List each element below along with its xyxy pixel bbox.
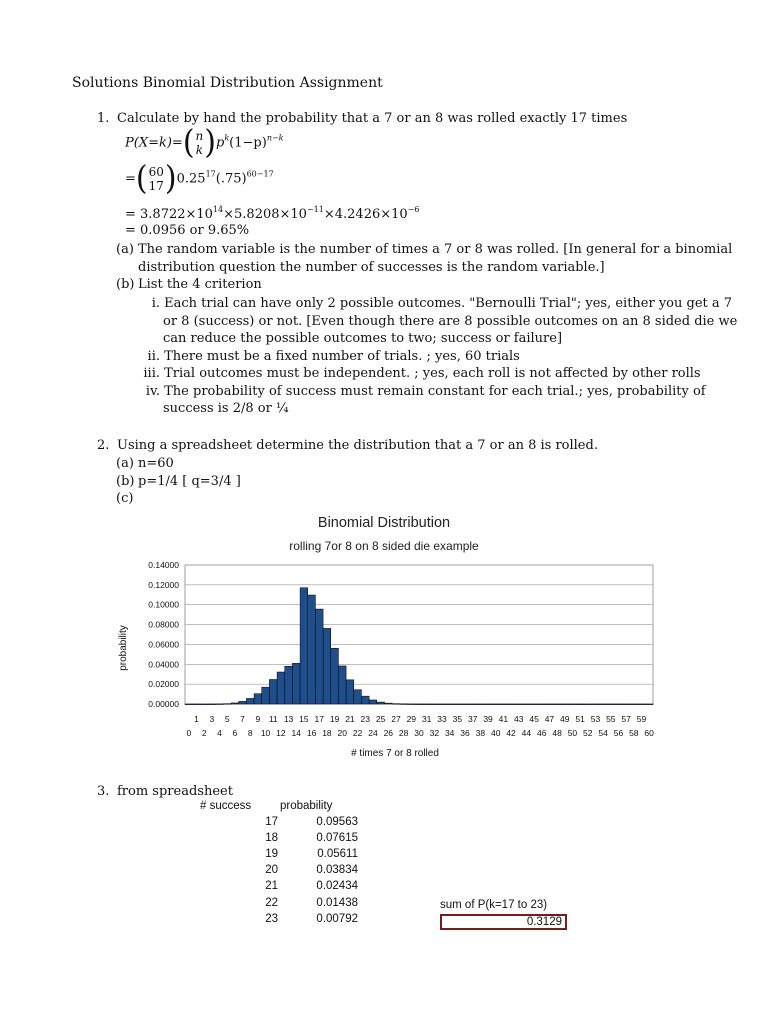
chart-bar xyxy=(492,704,500,705)
chart-bar xyxy=(607,704,615,705)
chart-ylabel: probability xyxy=(118,625,129,671)
item-label: (c) xyxy=(116,491,134,506)
table-cell-probability: 0.03834 xyxy=(316,864,358,877)
x-tick-label: 36 xyxy=(460,728,470,738)
x-tick-label: 54 xyxy=(598,728,608,738)
x-tick-label: 5 xyxy=(224,714,230,724)
x-tick-label: 20 xyxy=(337,728,348,738)
chart-bar xyxy=(323,628,331,704)
x-tick-label: 47 xyxy=(544,714,555,724)
formula-q: (1−p) xyxy=(229,135,267,151)
x-tick-label: 23 xyxy=(360,714,371,724)
question-number: 2. xyxy=(97,438,110,453)
col-header-probability: probability xyxy=(280,800,333,812)
chart-bar xyxy=(331,648,339,704)
x-tick-label: 58 xyxy=(629,728,639,738)
chart-bar xyxy=(292,663,300,704)
chart-bar xyxy=(438,704,446,705)
x-tick-label: 57 xyxy=(621,714,631,724)
x-tick-label: 59 xyxy=(636,714,647,724)
chart-bar xyxy=(645,704,653,705)
y-tick-label: 0.06000 xyxy=(148,639,179,650)
step2-c: ×4.2426×10 xyxy=(323,207,408,222)
y-tick-label: 0.02000 xyxy=(148,679,179,690)
criterion-line: There must be a fixed number of trials. ; yes, 60 trials xyxy=(164,348,520,364)
x-tick-label: 31 xyxy=(421,714,432,724)
step-q-exp: 60−17 xyxy=(246,169,274,179)
chart-bar xyxy=(546,704,554,705)
x-tick-label: 35 xyxy=(452,714,463,724)
chart-bar xyxy=(423,704,431,705)
chart-bar xyxy=(415,704,423,705)
chart-bar xyxy=(392,704,400,705)
x-tick-label: 21 xyxy=(345,714,355,724)
chart-bar xyxy=(507,704,515,705)
chart-bar xyxy=(277,672,285,704)
formula-p-exp: k xyxy=(224,133,230,143)
chart-bar xyxy=(553,704,561,705)
chart-bar xyxy=(377,702,385,704)
criterion-label: iv. xyxy=(145,383,160,399)
y-tick-label: 0.08000 xyxy=(148,619,179,630)
x-tick-label: 16 xyxy=(306,728,317,738)
criterion-item xyxy=(138,348,737,366)
sum-value: 0.3129 xyxy=(526,916,562,928)
x-tick-label: 42 xyxy=(506,728,516,738)
criteria-list xyxy=(138,295,737,418)
chart-bar xyxy=(584,704,592,705)
item-text: p=1/4 [ q=3/4 ] xyxy=(138,473,241,489)
formula-p: p xyxy=(215,135,225,151)
criterion-line: Each trial can have only 2 possible outcomes. "Bernoulli Trial"; yes, either you get a 7 xyxy=(164,296,733,311)
table-cell-success: 23 xyxy=(265,912,278,925)
x-tick-label: 32 xyxy=(429,728,440,738)
chart-bar xyxy=(338,666,346,704)
answer-a xyxy=(116,241,732,276)
chart-bar xyxy=(216,704,224,705)
x-tick-label: 10 xyxy=(260,728,271,738)
item-label: (b) xyxy=(116,473,135,489)
question-2 xyxy=(97,437,598,455)
chart-bar xyxy=(461,704,469,705)
chart-bar xyxy=(300,588,308,704)
chart-bar xyxy=(538,704,546,705)
x-tick-label: 7 xyxy=(240,714,245,724)
chart-plot-area xyxy=(148,560,654,738)
x-tick-label: 22 xyxy=(352,728,363,738)
x-tick-label: 30 xyxy=(414,728,424,738)
x-tick-label: 8 xyxy=(247,728,253,738)
sum-value-box xyxy=(440,914,567,930)
criterion-line: or 8 (success) or not. [Even though there are 8 possible outcomes on an 8 sided die we xyxy=(163,313,738,329)
x-tick-label: 12 xyxy=(276,728,286,738)
chart-bar xyxy=(369,700,377,704)
step-n: 60 xyxy=(148,165,164,179)
question-3 xyxy=(97,783,233,801)
x-tick-label: 40 xyxy=(490,728,501,738)
chart-bar xyxy=(500,704,508,705)
chart-xlabel: # times 7 or 8 rolled xyxy=(351,748,439,759)
chart-bar xyxy=(269,679,277,704)
table-cell-success: 19 xyxy=(265,848,278,861)
chart-bar xyxy=(285,666,293,704)
chart-bar xyxy=(354,690,362,704)
chart-bar xyxy=(400,704,408,705)
chart-bar xyxy=(469,704,477,705)
chart-bar xyxy=(384,703,392,704)
y-tick-label: 0.04000 xyxy=(148,659,179,670)
criterion-line: success is 2/8 or ¼ xyxy=(163,401,289,416)
criterion-line: can reduce the possible outcomes to two; success or failure] xyxy=(163,331,563,346)
x-tick-label: 50 xyxy=(567,728,578,738)
chart-bar xyxy=(262,687,270,704)
chart-bar xyxy=(630,704,638,705)
chart-bar xyxy=(484,704,492,705)
x-tick-label: 29 xyxy=(406,714,417,724)
page-title: Solutions Binomial Distribution Assignment xyxy=(72,75,383,91)
x-tick-label: 15 xyxy=(299,714,309,724)
item-label: (a) xyxy=(116,456,134,471)
chart-title: Binomial Distribution xyxy=(317,515,451,531)
x-tick-label: 53 xyxy=(590,714,601,724)
formula-step-2 xyxy=(125,205,419,222)
question-text: from spreadsheet xyxy=(117,784,233,799)
x-tick-label: 60 xyxy=(644,728,654,738)
criterion-line: The probability of success must remain constant for each trial.; yes, probability of xyxy=(164,383,706,399)
chart-subtitle: rolling 7or 8 on 8 sided die example xyxy=(289,539,479,553)
item-label: (a) xyxy=(116,242,134,257)
step-k: 17 xyxy=(148,179,164,193)
x-tick-label: 2 xyxy=(201,728,207,738)
x-tick-label: 11 xyxy=(268,714,278,724)
plot-frame xyxy=(185,565,653,704)
chart-bar xyxy=(515,704,523,705)
table-cell-probability: 0.09563 xyxy=(316,816,358,828)
criterion-label: ii. xyxy=(147,348,160,364)
criterion-label: i. xyxy=(151,296,160,311)
x-tick-label: 39 xyxy=(483,714,493,724)
binomial-formula: P(X=k)= ( n k ) $p^k(1-p)^{n-k}$ xyxy=(125,123,284,162)
x-tick-label: 18 xyxy=(322,728,332,738)
x-tick-label: 51 xyxy=(575,714,585,724)
x-tick-label: 27 xyxy=(391,714,401,724)
question-1 xyxy=(97,110,627,128)
formula-n: n xyxy=(195,129,204,143)
chart-bar xyxy=(308,595,316,704)
chart-bar xyxy=(315,609,323,704)
question-number: 1. xyxy=(97,111,110,126)
table-cell-success: 20 xyxy=(265,864,278,877)
formula-step-3: = 0.0956 or 9.65% xyxy=(125,223,250,238)
step2-c-exp: −6 xyxy=(407,205,420,214)
question-number: 3. xyxy=(97,784,110,799)
x-tick-label: 17 xyxy=(314,714,324,724)
formula-step-1: = ( 60 17 ) $0.25^{17}(.75)^{60-17}$ xyxy=(125,159,274,198)
y-tick-label: 0.14000 xyxy=(148,560,179,570)
chart-bar xyxy=(223,704,231,705)
criterion-label: iii. xyxy=(143,366,160,381)
chart-bar xyxy=(569,704,577,705)
chart-bar xyxy=(231,703,239,704)
x-tick-label: 44 xyxy=(521,728,532,738)
x-tick-label: 4 xyxy=(217,728,222,738)
chart-bar xyxy=(246,698,254,704)
x-tick-label: 3 xyxy=(209,714,215,724)
chart-bar xyxy=(193,704,201,705)
chart-bar xyxy=(561,704,569,705)
x-tick-label: 34 xyxy=(444,728,455,738)
criterion-line: Trial outcomes must be independent. ; yes, each roll is not affected by other rolls xyxy=(164,366,701,381)
table-cell-success: 18 xyxy=(265,832,278,845)
chart-bar xyxy=(346,680,354,704)
x-tick-label: 25 xyxy=(375,714,386,724)
formula-k: k xyxy=(195,143,204,157)
chart-bar xyxy=(454,704,462,705)
chart-bar xyxy=(200,704,208,705)
table-cell-probability: 0.07615 xyxy=(316,832,358,845)
criterion-item xyxy=(138,383,737,418)
x-tick-label: 55 xyxy=(606,714,616,724)
x-tick-label: 13 xyxy=(283,714,294,724)
criterion-item xyxy=(138,295,737,348)
step2-a-exp: 14 xyxy=(212,205,224,214)
x-tick-label: 38 xyxy=(475,728,486,738)
table-cell-probability: 0.05611 xyxy=(317,848,358,861)
chart-bar xyxy=(576,704,584,705)
table-cell-probability: 0.02434 xyxy=(316,880,358,893)
table-cell-probability: 0.00792 xyxy=(316,912,358,925)
x-tick-label: 45 xyxy=(529,714,539,724)
answer-a-line1: The random variable is the number of times a 7 or 8 was rolled. [In general for a binomial xyxy=(138,242,733,257)
chart-bar xyxy=(638,704,646,705)
col-header-success: # success xyxy=(200,800,252,812)
x-tick-label: 48 xyxy=(552,728,562,738)
sum-label: sum of P(k=17 to 23) xyxy=(440,899,548,911)
step-prefix: = xyxy=(125,171,136,187)
step-p: 0.25 xyxy=(176,171,206,187)
chart-bar xyxy=(622,704,630,705)
x-tick-label: 0 xyxy=(186,728,192,738)
chart-bar xyxy=(599,704,607,705)
chart-bar xyxy=(407,704,415,705)
question-text: Using a spreadsheet determine the distribution that a 7 or an 8 is rolled. xyxy=(117,438,598,453)
item-text: n=60 xyxy=(138,456,174,471)
question-text: Calculate by hand the probability that a 7 or an 8 was rolled exactly 17 times xyxy=(117,111,628,126)
answer-a-line2: distribution question the number of successes is the random variable.] xyxy=(138,259,605,275)
chart-bar xyxy=(254,694,262,704)
x-tick-label: 26 xyxy=(383,728,394,738)
table-cell-success: 22 xyxy=(265,896,278,909)
table-cell-success: 17 xyxy=(265,816,278,828)
chart-bar xyxy=(530,704,538,705)
x-tick-label: 6 xyxy=(232,728,238,738)
item-label: (b) xyxy=(116,277,135,292)
x-tick-label: 56 xyxy=(613,728,624,738)
chart-bar xyxy=(361,696,369,704)
x-tick-label: 49 xyxy=(560,714,570,724)
step2-a: = 3.8722×10 xyxy=(125,207,213,222)
formula-lhs: P(X=k)= xyxy=(125,135,183,151)
x-tick-label: 14 xyxy=(291,728,301,738)
x-tick-label: 24 xyxy=(368,728,378,738)
x-tick-label: 46 xyxy=(537,728,547,738)
formula-q-exp: n−k xyxy=(266,133,284,143)
binomial-chart xyxy=(100,508,670,768)
table-cell-probability: 0.01438 xyxy=(316,896,358,909)
criterion-item xyxy=(138,365,737,383)
x-tick-label: 41 xyxy=(498,714,509,724)
chart-bar xyxy=(431,704,439,705)
step2-b-exp: −11 xyxy=(306,205,324,214)
step-p-exp: 17 xyxy=(205,169,216,179)
x-tick-label: 43 xyxy=(514,714,524,724)
step2-b: ×5.8208×10 xyxy=(223,207,307,222)
answer-b xyxy=(116,276,262,294)
chart-bar xyxy=(208,704,216,705)
y-tick-label: 0.12000 xyxy=(148,579,179,590)
chart-bar xyxy=(523,704,531,705)
chart-bar xyxy=(185,704,193,705)
x-tick-label: 37 xyxy=(467,714,478,724)
answer-b-text: List the 4 criterion xyxy=(138,277,262,292)
y-tick-label: 0.10000 xyxy=(148,599,179,610)
x-tick-label: 1 xyxy=(194,714,199,724)
x-tick-label: 9 xyxy=(255,714,261,724)
chart-bar xyxy=(239,701,247,704)
y-tick-label: 0.00000 xyxy=(148,699,179,709)
chart-bar xyxy=(615,704,623,705)
table-cell-success: 21 xyxy=(265,880,278,893)
chart-bar xyxy=(477,704,485,705)
chart-bar xyxy=(592,704,600,705)
x-tick-label: 52 xyxy=(583,728,593,738)
x-tick-label: 19 xyxy=(329,714,340,724)
x-tick-label: 33 xyxy=(437,714,447,724)
x-tick-label: 28 xyxy=(398,728,409,738)
step-q: (.75) xyxy=(215,171,247,187)
chart-bar xyxy=(446,704,454,705)
q2-items xyxy=(116,455,241,508)
